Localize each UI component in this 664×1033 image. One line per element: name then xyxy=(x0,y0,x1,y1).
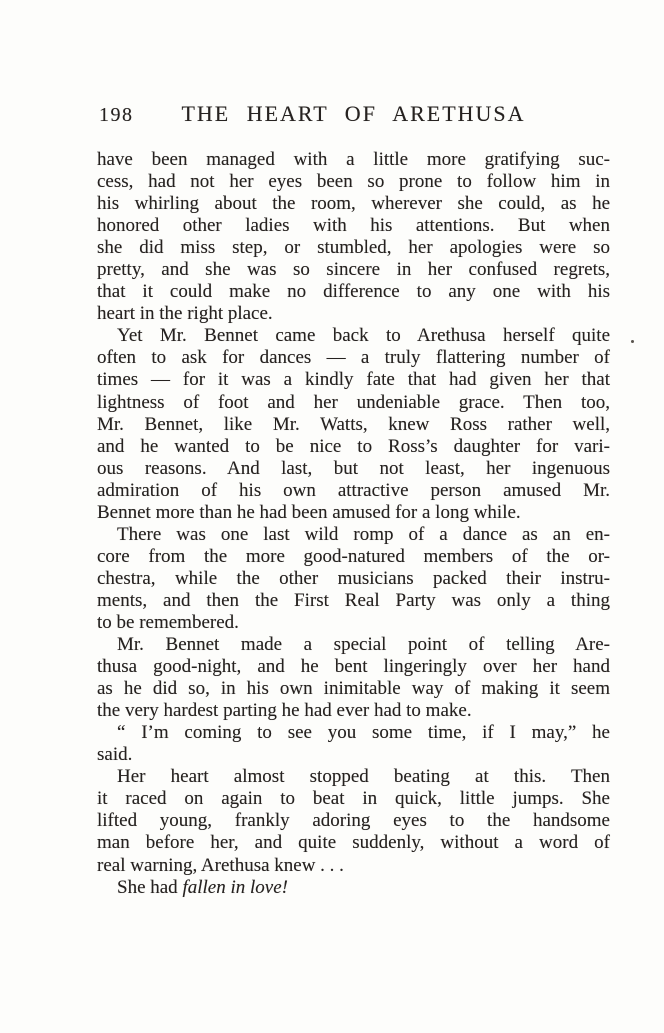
text-line: man before her, and quite suddenly, without a word of xyxy=(97,832,610,854)
text-line: heart in the right place. xyxy=(97,303,273,325)
text-line: often to ask for dances — a truly flattering number of xyxy=(97,347,610,369)
text-line: cess, had not her eyes been so prone to follow him in xyxy=(97,171,610,193)
text-line: have been managed with a little more gratifying suc- xyxy=(97,149,610,170)
text-line: to be remembered. xyxy=(97,611,239,633)
text-line: chestra, while the other musicians packed their instru- xyxy=(97,567,610,589)
text-line: lightness of foot and her undeniable grace. Then too, xyxy=(97,391,610,413)
text-line: core from the more good-natured members of the or- xyxy=(97,545,610,567)
text-line: said. xyxy=(97,744,133,766)
text-line: admiration of his own attractive person amused Mr. xyxy=(97,479,610,501)
paragraph xyxy=(97,524,610,634)
text-line: Yet Mr. Bennet came back to Arethusa herself quite xyxy=(117,325,610,347)
paragraph xyxy=(97,877,610,899)
text-line: times — for it was a kindly fate that had given her that xyxy=(97,369,610,391)
text-line: “ I’m coming to see you some time, if I may,” he xyxy=(117,722,610,744)
paragraph xyxy=(97,149,610,325)
text-line: that it could make no difference to any one with his xyxy=(97,281,610,303)
paragraph xyxy=(97,325,610,523)
text-line: she did miss step, or stumbled, her apologies were so xyxy=(97,237,610,259)
text-line: Her heart almost stopped beating at this. Then xyxy=(117,766,610,788)
paragraph xyxy=(97,766,610,876)
text-line: ous reasons. And last, but not least, her ingenuous xyxy=(97,457,610,479)
text-line: and he wanted to be nice to Ross’s daughter for vari- xyxy=(97,435,610,457)
print-speck xyxy=(631,340,634,343)
text-line: Mr. Bennet made a special point of telling Are- xyxy=(117,634,610,656)
running-title: THE HEART OF ARETHUSA xyxy=(181,101,526,126)
text-line: real warning, Arethusa knew . . . xyxy=(97,854,344,876)
italic-phrase: fallen in love! xyxy=(182,876,288,898)
text-line: ments, and then the First Real Party was only a thing xyxy=(97,589,610,611)
text-line: pretty, and she was so sincere in her confused regrets, xyxy=(97,259,610,281)
paragraph xyxy=(97,722,610,766)
text-line: lifted young, frankly adoring eyes to the handsome xyxy=(97,810,610,832)
text-line: Mr. Bennet, like Mr. Watts, knew Ross rather well, xyxy=(97,413,610,435)
page-header xyxy=(97,101,610,129)
text-line: the very hardest parting he had ever had to make. xyxy=(97,700,472,722)
text-line: it raced on again to beat in quick, little jumps. She xyxy=(97,788,610,810)
paragraph xyxy=(97,634,610,722)
text-line xyxy=(97,877,610,899)
text-segment: She had xyxy=(117,876,183,898)
page-number: 198 xyxy=(99,104,134,126)
text-line: as he did so, in his own inimitable way of making it seem xyxy=(97,678,610,700)
page-body xyxy=(97,149,610,899)
text-line: his whirling about the room, wherever she could, as he xyxy=(97,193,610,215)
text-line: thusa good-night, and he bent lingeringly over her hand xyxy=(97,656,610,678)
text-line: honored other ladies with his attentions. But when xyxy=(97,215,610,237)
text-line: Bennet more than he had been amused for a long while. xyxy=(97,501,521,523)
text-line: There was one last wild romp of a dance as an en- xyxy=(117,523,610,545)
